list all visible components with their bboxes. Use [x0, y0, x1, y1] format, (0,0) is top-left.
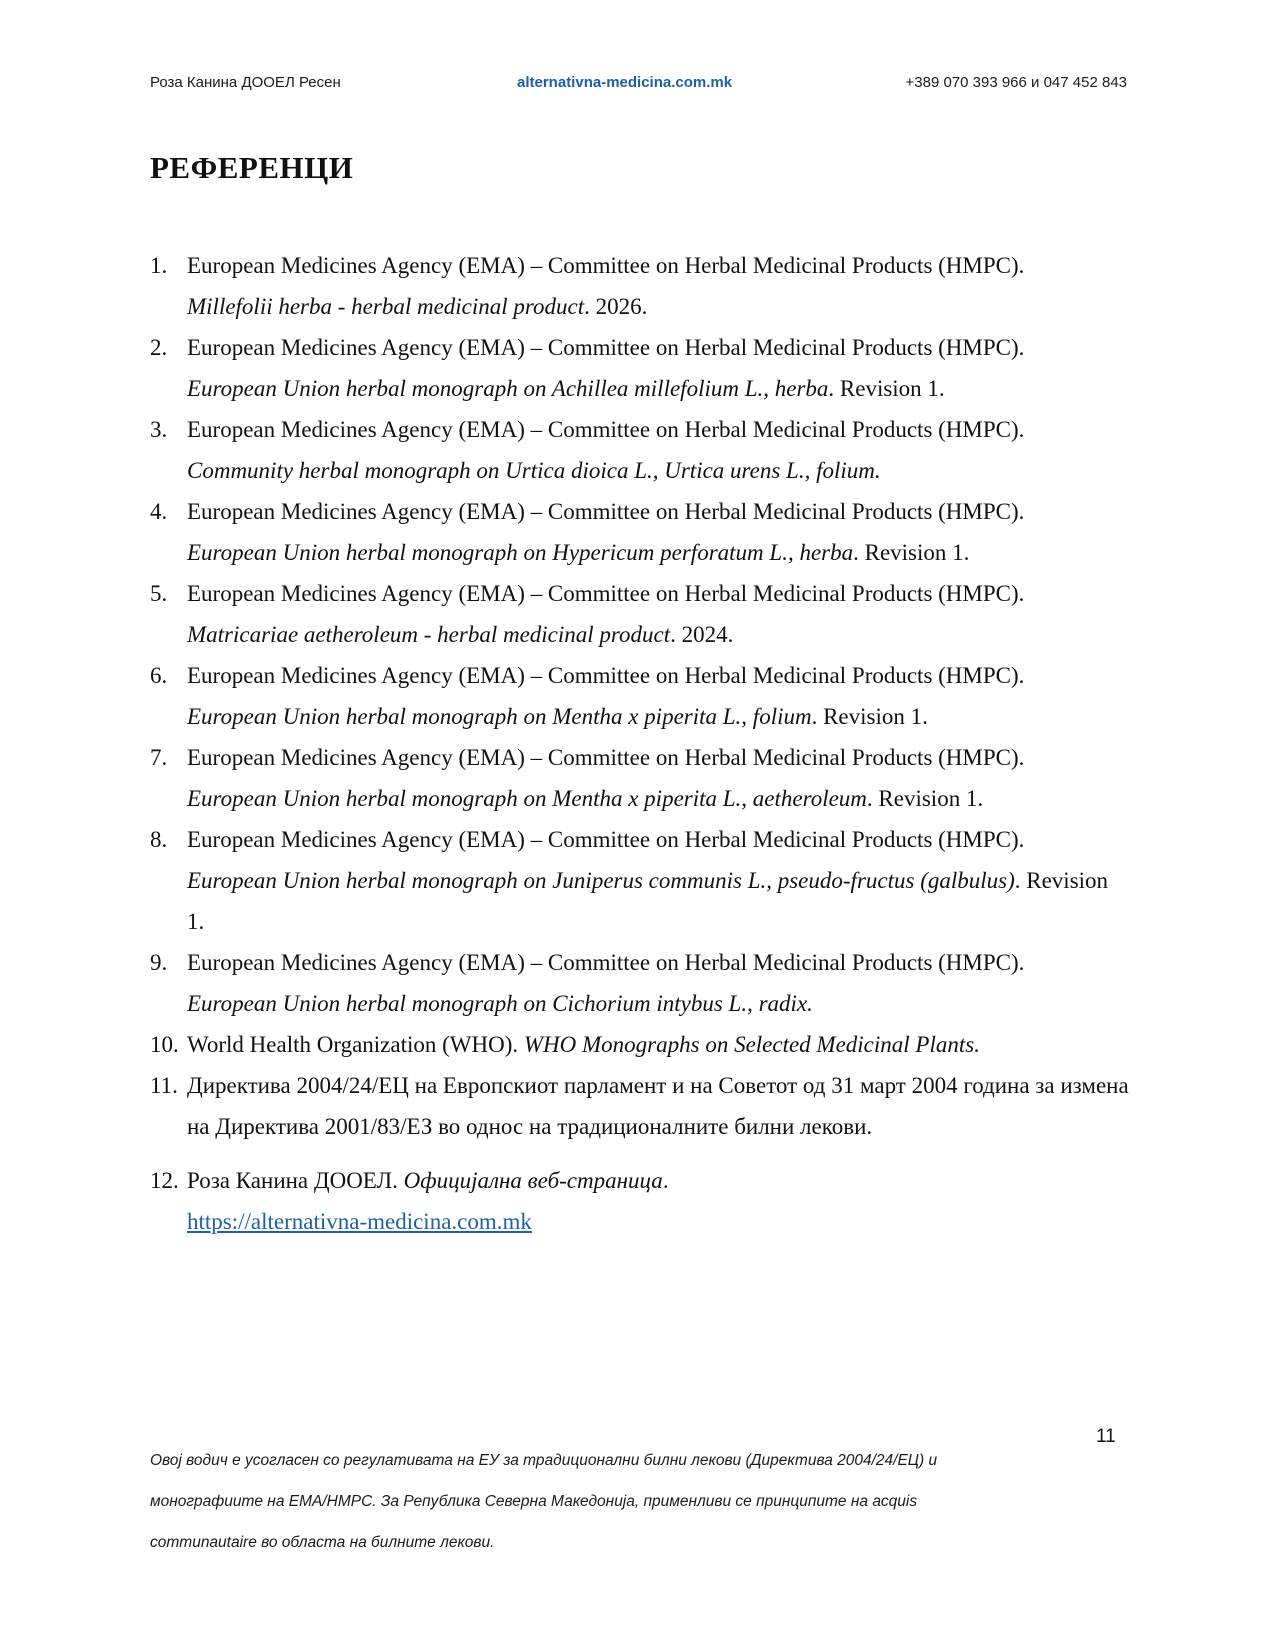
reference-number: 10.: [150, 1032, 179, 1057]
reference-suffix: . Revision 1.: [853, 540, 970, 565]
reference-suffix: . Revision 1.: [811, 704, 928, 729]
footer-note: [150, 1440, 1050, 1563]
reference-source: Роза Канина ДООЕЛ.: [187, 1168, 404, 1193]
reference-item-11: [150, 1065, 1130, 1147]
reference-item-10: [150, 1024, 1130, 1065]
reference-text: Директива 2004/24/ЕЦ на Европскиот парламент и на Советот од 31 март 2004 година за измена на Директива 2001/83/ЕЗ во однос на традиционалните билни лекови.: [187, 1073, 1129, 1139]
reference-item-9: [150, 942, 1130, 1024]
reference-number: 12.: [150, 1168, 179, 1193]
reference-title: European Union herbal monograph on Achillea millefolium L., herba: [187, 376, 829, 401]
reference-suffix: .: [662, 1168, 669, 1193]
reference-number: 4.: [150, 499, 168, 524]
reference-list: [150, 245, 1130, 1242]
reference-item-2: [150, 327, 1130, 409]
reference-source: European Medicines Agency (EMA) – Committee on Herbal Medicinal Products (HMPC).: [187, 499, 1025, 524]
reference-source: European Medicines Agency (EMA) – Committee on Herbal Medicinal Products (HMPC).: [187, 581, 1025, 606]
reference-title: Официјална веб-страница: [403, 1168, 663, 1193]
reference-title: Millefolii herba - herbal medicinal product: [187, 294, 585, 319]
reference-number: 6.: [150, 663, 168, 688]
reference-number: 2.: [150, 335, 168, 360]
reference-source: European Medicines Agency (EMA) – Committee on Herbal Medicinal Products (HMPC).: [187, 253, 1025, 278]
reference-suffix: . Revision 1.: [866, 786, 984, 811]
reference-number: 11.: [150, 1073, 178, 1098]
reference-source: European Medicines Agency (EMA) – Committee on Herbal Medicinal Products (HMPC).: [187, 663, 1025, 688]
reference-number: 3.: [150, 417, 168, 442]
reference-source: European Medicines Agency (EMA) – Committee on Herbal Medicinal Products (HMPC).: [187, 335, 1025, 360]
reference-title: European Union herbal monograph on Mentha x piperita L., folium: [187, 704, 812, 729]
reference-number: 5.: [150, 581, 168, 606]
reference-item-3: [150, 409, 1130, 491]
footer-line: communautaire во областа на билните лекови.: [150, 1534, 495, 1551]
reference-title: European Union herbal monograph on Mentha x piperita L., aetheroleum: [187, 786, 867, 811]
reference-item-7: [150, 737, 1130, 819]
reference-title: European Union herbal monograph on Cichorium intybus L., radix: [187, 991, 808, 1016]
page-title: РЕФЕРЕНЦИ: [150, 150, 354, 185]
reference-suffix: . Revision 1.: [187, 868, 1109, 934]
reference-item-6: [150, 655, 1130, 737]
reference-title: WHO Monographs on Selected Medicinal Plants: [523, 1032, 975, 1057]
header-website-link[interactable]: alternativna-medicina.com.mk: [517, 74, 733, 91]
header-company: Роза Канина ДООЕЛ Ресен: [150, 74, 341, 91]
reference-suffix: . 2026.: [584, 294, 648, 319]
reference-number: 9.: [150, 950, 168, 975]
website-link[interactable]: https://alternativna-medicina.com.mk: [187, 1209, 532, 1234]
reference-number: 8.: [150, 827, 168, 852]
reference-item-1: [150, 245, 1130, 327]
reference-source: World Health Organization (WHO).: [187, 1032, 524, 1057]
reference-title: European Union herbal monograph on Hypericum perforatum L., herba: [187, 540, 854, 565]
reference-number: 1.: [150, 253, 168, 278]
reference-item-4: [150, 491, 1130, 573]
reference-number: 7.: [150, 745, 168, 770]
reference-item-8: [150, 819, 1130, 942]
reference-suffix: .: [974, 1032, 980, 1057]
reference-suffix: .: [807, 991, 813, 1016]
reference-suffix: . 2024.: [670, 622, 734, 647]
reference-source: European Medicines Agency (EMA) – Committee on Herbal Medicinal Products (HMPC).: [187, 745, 1025, 770]
footer-line: Овој водич е усогласен со регулативата на ЕУ за традиционални билни лекови (Директива 2004/24/ЕЦ) и: [150, 1452, 938, 1469]
reference-suffix: . Revision 1.: [828, 376, 945, 401]
reference-title: Matricariae aetheroleum - herbal medicinal product: [187, 622, 671, 647]
footer-line: монографиите на ЕМА/HMPC. За Република Северна Македонија, применливи се принципите на acquis: [150, 1493, 918, 1510]
reference-item-12: [150, 1160, 1130, 1242]
reference-source: European Medicines Agency (EMA) – Committee on Herbal Medicinal Products (HMPC).: [187, 417, 1025, 442]
page-number: 11: [1096, 1426, 1116, 1447]
reference-source: European Medicines Agency (EMA) – Committee on Herbal Medicinal Products (HMPC).: [187, 827, 1025, 852]
reference-title: Community herbal monograph on Urtica dioica L., Urtica urens L., folium: [187, 458, 875, 483]
reference-item-5: [150, 573, 1130, 655]
header-phones: +389 070 393 966 и 047 452 843: [905, 74, 1127, 91]
reference-suffix: .: [874, 458, 881, 483]
reference-source: European Medicines Agency (EMA) – Committee on Herbal Medicinal Products (HMPC).: [187, 950, 1025, 975]
reference-title: European Union herbal monograph on Juniperus communis L., pseudo-fructus (galbulus): [187, 868, 1015, 893]
page-header: [150, 74, 1127, 98]
